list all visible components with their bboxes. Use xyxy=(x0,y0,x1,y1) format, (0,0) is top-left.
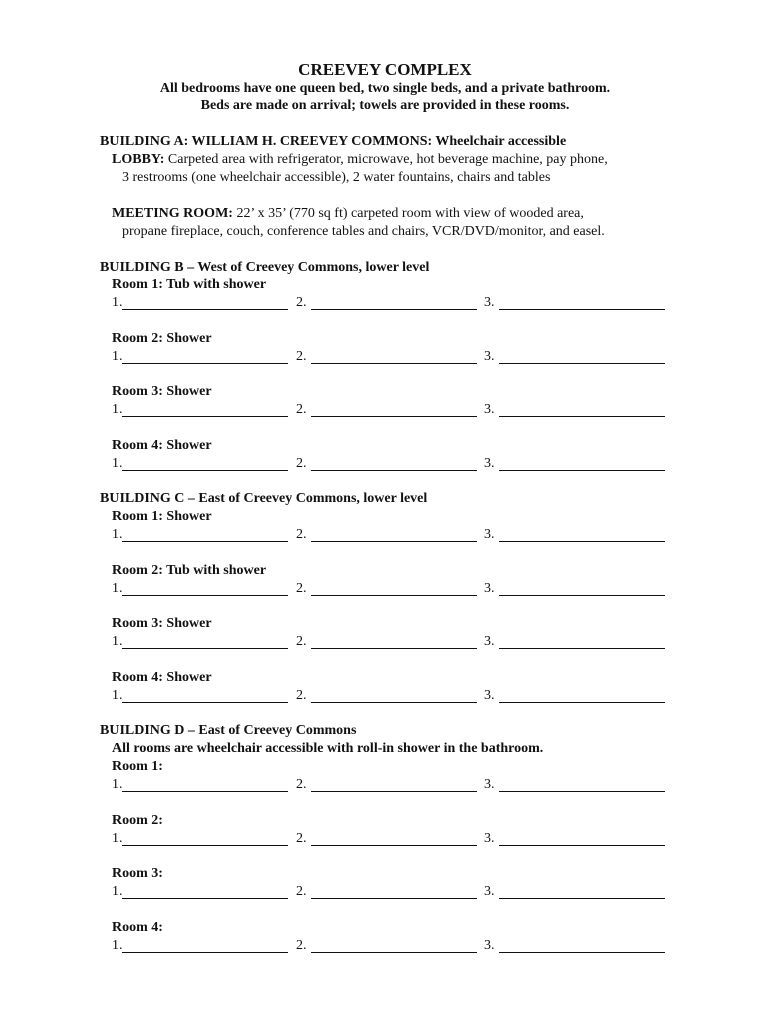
name-line-1[interactable] xyxy=(122,648,288,649)
name-line-1[interactable] xyxy=(122,309,288,310)
blank-number-2: 2. xyxy=(296,527,307,542)
name-line-2[interactable] xyxy=(311,416,477,417)
name-line-2[interactable] xyxy=(311,309,477,310)
blank-number-1: 1. xyxy=(112,581,123,596)
name-line-1[interactable] xyxy=(122,416,288,417)
name-line-2[interactable] xyxy=(311,541,477,542)
blank-number-1: 1. xyxy=(112,527,123,542)
building-c-room-3-blanks xyxy=(112,634,672,652)
lobby-line-1 xyxy=(112,152,608,168)
meeting-room-description-2: propane fireplace, couch, conference tables and chairs, VCR/DVD/monitor, and easel. xyxy=(122,224,605,239)
name-line-2[interactable] xyxy=(311,648,477,649)
building-c-heading: BUILDING C – East of Creevey Commons, lower level xyxy=(100,491,428,506)
page-title: CREEVEY COMPLEX xyxy=(298,60,472,79)
building-d-room-3-blanks xyxy=(112,884,672,902)
name-line-1[interactable] xyxy=(122,541,288,542)
name-line-1[interactable] xyxy=(122,363,288,364)
blank-number-2: 2. xyxy=(296,581,307,596)
name-line-2[interactable] xyxy=(311,595,477,596)
building-c-room-3-label: Room 3: Shower xyxy=(112,616,212,631)
blank-number-3: 3. xyxy=(484,402,495,417)
subtitle-line-2: Beds are made on arrival; towels are provided in these rooms. xyxy=(200,98,570,113)
lobby-description-1: Carpeted area with refrigerator, microwave, hot beverage machine, pay phone, xyxy=(167,152,608,167)
building-d-note: All rooms are wheelchair accessible with roll-in shower in the bathroom. xyxy=(112,741,544,756)
building-b-room-2-label: Room 2: Shower xyxy=(112,331,212,346)
name-line-2[interactable] xyxy=(311,363,477,364)
building-c-room-1-label: Room 1: Shower xyxy=(112,509,212,524)
building-b-room-1-label: Room 1: Tub with shower xyxy=(112,277,267,292)
name-line-3[interactable] xyxy=(499,952,665,953)
blank-number-1: 1. xyxy=(112,456,123,471)
name-line-3[interactable] xyxy=(499,363,665,364)
name-line-3[interactable] xyxy=(499,595,665,596)
blank-number-2: 2. xyxy=(296,402,307,417)
name-line-3[interactable] xyxy=(499,541,665,542)
name-line-2[interactable] xyxy=(311,470,477,471)
blank-number-1: 1. xyxy=(112,402,123,417)
building-b-room-2-blanks xyxy=(112,349,672,367)
blank-number-3: 3. xyxy=(484,938,495,953)
building-b-room-4-label: Room 4: Shower xyxy=(112,438,212,453)
building-b-room-3-blanks xyxy=(112,402,672,420)
building-d-room-3-label: Room 3: xyxy=(112,866,163,881)
building-d-room-4-label: Room 4: xyxy=(112,920,163,935)
name-line-1[interactable] xyxy=(122,470,288,471)
building-d-room-1-label: Room 1: xyxy=(112,759,163,774)
blank-number-2: 2. xyxy=(296,938,307,953)
building-c-room-2-label: Room 2: Tub with shower xyxy=(112,563,267,578)
building-b-heading: BUILDING B – West of Creevey Commons, lower level xyxy=(100,260,430,275)
blank-number-1: 1. xyxy=(112,777,123,792)
blank-number-1: 1. xyxy=(112,938,123,953)
meeting-room-line-1 xyxy=(112,206,584,222)
blank-number-2: 2. xyxy=(296,295,307,310)
name-line-1[interactable] xyxy=(122,845,288,846)
building-d-room-2-blanks xyxy=(112,831,672,849)
building-c-room-1-blanks xyxy=(112,527,672,545)
blank-number-2: 2. xyxy=(296,456,307,471)
blank-number-1: 1. xyxy=(112,349,123,364)
meeting-room-label: MEETING ROOM: xyxy=(112,206,233,221)
subtitle-line-1: All bedrooms have one queen bed, two single beds, and a private bathroom. xyxy=(159,81,611,96)
name-line-2[interactable] xyxy=(311,702,477,703)
blank-number-1: 1. xyxy=(112,831,123,846)
building-c-room-4-label: Room 4: Shower xyxy=(112,670,212,685)
name-line-3[interactable] xyxy=(499,702,665,703)
building-d-room-4-blanks xyxy=(112,938,672,956)
building-d-heading: BUILDING D – East of Creevey Commons xyxy=(100,723,357,738)
name-line-2[interactable] xyxy=(311,845,477,846)
blank-number-2: 2. xyxy=(296,777,307,792)
name-line-1[interactable] xyxy=(122,791,288,792)
name-line-1[interactable] xyxy=(122,702,288,703)
blank-number-1: 1. xyxy=(112,884,123,899)
blank-number-3: 3. xyxy=(484,349,495,364)
blank-number-2: 2. xyxy=(296,884,307,899)
name-line-3[interactable] xyxy=(499,470,665,471)
name-line-1[interactable] xyxy=(122,952,288,953)
blank-number-3: 3. xyxy=(484,527,495,542)
meeting-room-description-1: 22’ x 35’ (770 sq ft) carpeted room with view of wooded area, xyxy=(236,206,584,221)
lobby-label: LOBBY: xyxy=(112,152,165,167)
blank-number-3: 3. xyxy=(484,777,495,792)
blank-number-3: 3. xyxy=(484,295,495,310)
name-line-3[interactable] xyxy=(499,845,665,846)
name-line-2[interactable] xyxy=(311,791,477,792)
blank-number-2: 2. xyxy=(296,634,307,649)
blank-number-1: 1. xyxy=(112,688,123,703)
name-line-1[interactable] xyxy=(122,898,288,899)
name-line-2[interactable] xyxy=(311,952,477,953)
name-line-2[interactable] xyxy=(311,898,477,899)
blank-number-3: 3. xyxy=(484,634,495,649)
name-line-3[interactable] xyxy=(499,416,665,417)
lobby-description-2: 3 restrooms (one wheelchair accessible), 2 water fountains, chairs and tables xyxy=(122,170,551,185)
blank-number-3: 3. xyxy=(484,581,495,596)
building-a-heading: BUILDING A: WILLIAM H. CREEVEY COMMONS: Wheelchair accessible xyxy=(100,134,567,149)
blank-number-3: 3. xyxy=(484,456,495,471)
name-line-1[interactable] xyxy=(122,595,288,596)
blank-number-3: 3. xyxy=(484,688,495,703)
building-b-room-4-blanks xyxy=(112,456,672,474)
blank-number-3: 3. xyxy=(484,831,495,846)
building-d-room-2-label: Room 2: xyxy=(112,813,163,828)
building-c-room-4-blanks xyxy=(112,688,672,706)
name-line-3[interactable] xyxy=(499,791,665,792)
building-b-room-3-label: Room 3: Shower xyxy=(112,384,212,399)
blank-number-2: 2. xyxy=(296,349,307,364)
building-c-room-2-blanks xyxy=(112,581,672,599)
name-line-3[interactable] xyxy=(499,898,665,899)
blank-number-1: 1. xyxy=(112,295,123,310)
blank-number-3: 3. xyxy=(484,884,495,899)
blank-number-1: 1. xyxy=(112,634,123,649)
building-d-room-1-blanks xyxy=(112,777,672,795)
blank-number-2: 2. xyxy=(296,688,307,703)
building-b-room-1-blanks xyxy=(112,295,672,313)
name-line-3[interactable] xyxy=(499,648,665,649)
name-line-3[interactable] xyxy=(499,309,665,310)
blank-number-2: 2. xyxy=(296,831,307,846)
